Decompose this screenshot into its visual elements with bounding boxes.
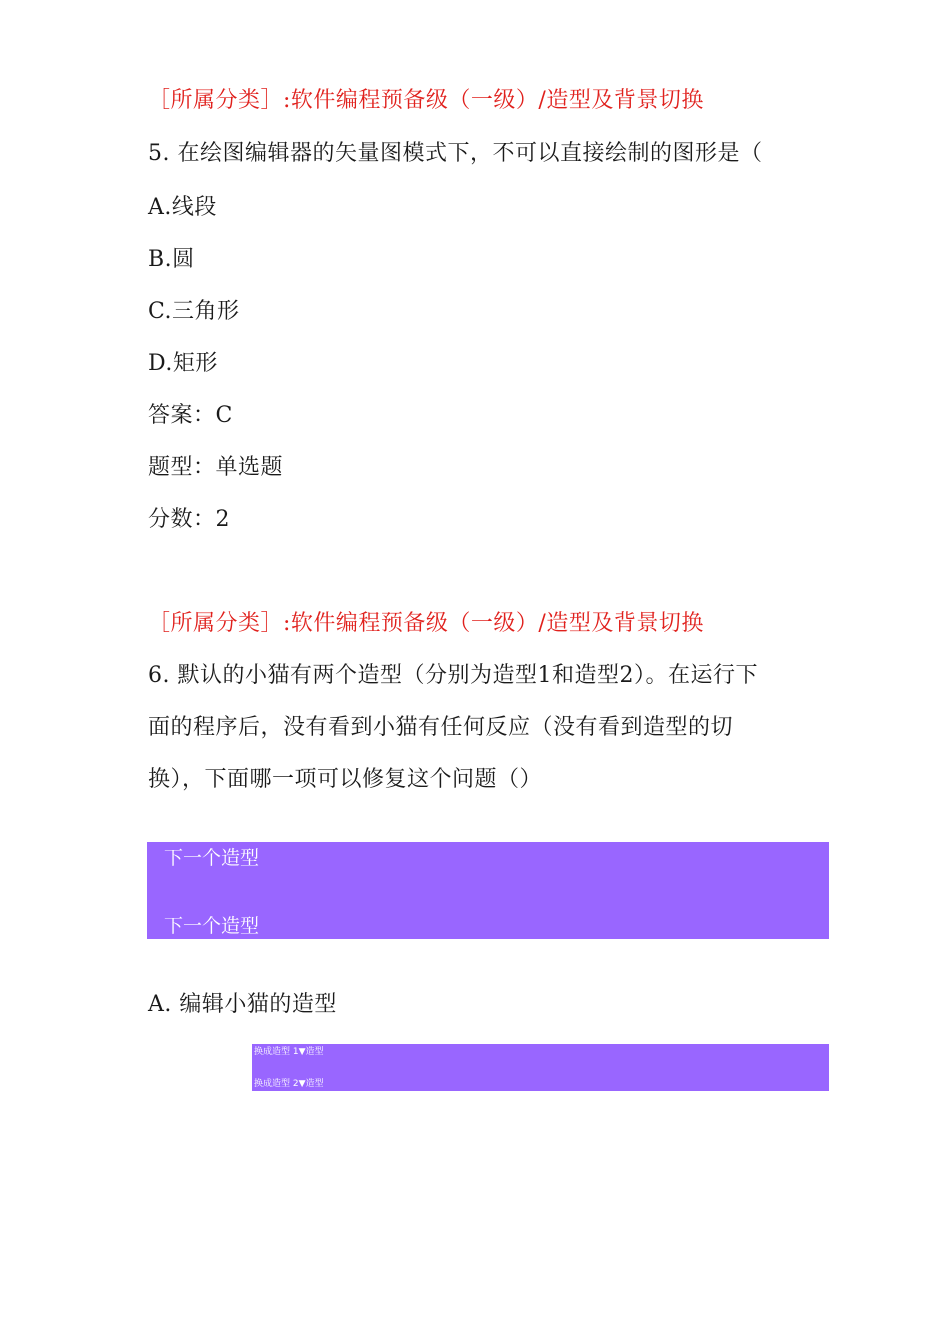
q5-option-c: C.三角形 (148, 299, 240, 324)
next-costume-block: 下一个造型 (164, 847, 260, 869)
q6-stem-line-3: 换），下面哪一项可以修复这个问题（） (148, 767, 543, 792)
q6-stem-line-1: 6. 默认的小猫有两个造型（分别为造型1和造型2）。在运行下 (148, 663, 758, 688)
q5-type: 题型：单选题 (148, 455, 284, 480)
q5-score: 分数：2 (148, 507, 230, 532)
q6-stem-line-2: 面的程序后，没有看到小猫有任何反应（没有看到造型的切 (148, 715, 734, 740)
program-blocks-image (147, 842, 829, 939)
switch-costume-block: 换成造型 1▼造型 (254, 1047, 324, 1057)
option-a-blocks-image (252, 1044, 829, 1091)
q5-answer: 答案：C (148, 403, 233, 428)
q5-option-a: A.线段 (148, 195, 217, 220)
q5-option-b: B.圆 (148, 247, 195, 272)
q5-option-d: D.矩形 (148, 351, 218, 376)
q6-option-a: A. 编辑小猫的造型 (148, 992, 337, 1017)
switch-costume-block: 换成造型 2▼造型 (254, 1079, 324, 1089)
next-costume-block: 下一个造型 (164, 915, 260, 937)
q5-stem: 5. 在绘图编辑器的矢量图模式下，不可以直接绘制的图形是（ (148, 141, 763, 166)
q5-category: ［所属分类］:软件编程预备级（一级）/造型及背景切换 (148, 88, 704, 113)
q6-category: ［所属分类］:软件编程预备级（一级）/造型及背景切换 (148, 611, 704, 636)
